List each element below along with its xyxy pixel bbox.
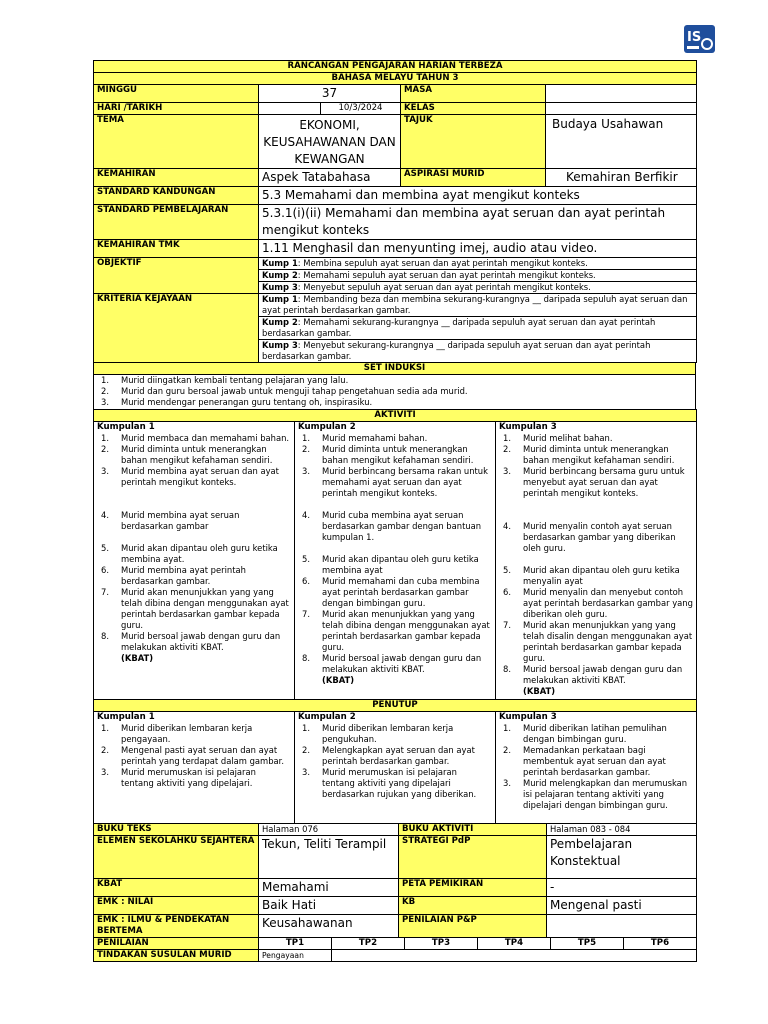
penutup-kumpulan-3: [496, 712, 697, 824]
penutup-kumpulan-1: [94, 712, 295, 824]
aktiviti-item: 8. Murid bersoal jawab dengan guru dan melakukan aktiviti KBAT.: [503, 664, 683, 685]
elemen-value[interactable]: Tekun, Teliti Terampil: [259, 836, 399, 879]
standard-pembelajaran-label: STANDARD PEMBELAJARAN: [94, 205, 259, 240]
kumpulan-heading: Kumpulan 3: [499, 422, 557, 432]
lesson-plan-document: [93, 60, 696, 962]
aktiviti-table: [93, 409, 697, 824]
penutup-item: 2. Melengkapkan ayat seruan dan ayat perintah berdasarkan gambar.: [302, 745, 475, 766]
kemahiran-tmk-value[interactable]: 1.11 Menghasil dan menyunting imej, audio atau video.: [259, 240, 697, 258]
aktiviti-item: 3. Murid berbincang bersama guru untuk menyebut ayat seruan dan ayat perintah mengikut konteks.: [503, 466, 685, 498]
kriteria-item[interactable]: Kump 1: Membanding beza dan membina sekurang-kurangnya __ daripada sepuluh ayat seruan dan ayat perintah berdasarkan gambar.: [259, 294, 697, 317]
tema-label: TEMA: [94, 115, 259, 169]
aktiviti-item: 8. Murid bersoal jawab dengan guru dan melakukan aktiviti KBAT.: [302, 653, 482, 674]
hari-value[interactable]: [259, 103, 321, 115]
buku-aktiviti-value[interactable]: Halaman 083 - 084: [547, 824, 697, 836]
strategi-value[interactable]: Pembelajaran Konstektual: [547, 836, 697, 879]
penutup-item: 1. Murid diberikan lembaran kerja pengayaan.: [101, 723, 253, 744]
tp2-cell[interactable]: TP2: [332, 938, 405, 950]
kbat-marker: (KBAT): [523, 686, 556, 696]
penutup-item: 3. Murid merumuskan isi pelajaran tentang aktiviti yang dipelajari.: [101, 767, 256, 788]
penutup-item: 2. Memadankan perkataan bagi membentuk ayat seruan dan ayat perintah berdasarkan gambar.: [503, 745, 666, 777]
aktiviti-item: 5. Murid akan dipantau oleh guru ketika membina ayat: [302, 554, 479, 575]
aktiviti-item: 7. Murid akan menunjukkan yang yang telah dibina dengan menggunakan ayat perintah berdasarkan gambar kepada guru.: [101, 587, 289, 630]
aktiviti-item: 4. Murid membina ayat seruan berdasarkan gambar: [101, 510, 240, 531]
aktiviti-item: 2. Murid diminta untuk menerangkan bahan mengikut kefahaman sendiri.: [503, 444, 675, 465]
penilaian-pp-label: PENILAIAN P&P: [399, 915, 547, 938]
aktiviti-item: 6. Murid menyalin dan menyebut contoh ayat perintah berdasarkan gambar yang diberikan oleh guru.: [503, 587, 693, 619]
aktiviti-item: 7. Murid akan menunjukkan yang yang telah dibina dengan menggunakan ayat perintah berdasarkan gambar kepada guru.: [302, 609, 490, 652]
school-logo-icon: [683, 22, 716, 55]
penutup-item: 1. Murid diberikan latihan pemulihan dengan bimbingan guru.: [503, 723, 667, 744]
kemahiran-value[interactable]: Aspek Tatabahasa: [259, 169, 401, 187]
strategi-label: STRATEGI PdP: [399, 836, 547, 879]
aktiviti-item: 1. Murid membaca dan memahami bahan.: [101, 433, 290, 443]
aktiviti-item: 8. Murid bersoal jawab dengan guru dan melakukan aktiviti KBAT.: [101, 631, 281, 652]
objektif-item[interactable]: Kump 2: Memahami sepuluh ayat seruan dan ayat perintah mengikut konteks.: [259, 270, 697, 282]
masa-label: MASA: [401, 85, 546, 103]
aktiviti-item: 5. Murid akan dipantau oleh guru ketika membina ayat.: [101, 543, 278, 564]
objektif-item[interactable]: Kump 3: Menyebut sepuluh ayat seruan dan ayat perintah mengikut konteks.: [259, 282, 697, 294]
set-induksi-table: [93, 362, 696, 410]
minggu-value[interactable]: 37: [259, 85, 401, 103]
aspirasi-value[interactable]: Kemahiran Berfikir: [546, 169, 697, 187]
aktiviti-item: 3. Murid membina ayat seruan dan ayat perintah mengikut konteks.: [101, 466, 279, 487]
kemahiran-label: KEMAHIRAN: [94, 169, 259, 187]
penilaian-table: [93, 937, 697, 962]
emk-ilmu-label: EMK : ILMU & PENDEKATAN BERTEMA: [94, 915, 259, 938]
standard-pembelajaran-value[interactable]: 5.3.1(i)(ii) Memahami dan membina ayat seruan dan ayat perintah mengikut konteks: [259, 205, 697, 240]
minggu-label: MINGGU: [94, 85, 259, 103]
tindakan-susulan-value[interactable]: Pengayaan: [259, 950, 332, 962]
footer-table: [93, 823, 697, 938]
aktiviti-kumpulan-1: [94, 422, 295, 700]
penutup-item: 1. Murid diberikan lembaran kerja pengukuhan.: [302, 723, 454, 744]
penutup-item: 2. Mengenal pasti ayat seruan dan ayat perintah yang terdapat dalam gambar.: [101, 745, 285, 766]
aktiviti-kumpulan-3: [496, 422, 697, 700]
aktiviti-item: 2. Murid diminta untuk menerangkan bahan mengikut kefahaman sendiri.: [302, 444, 474, 465]
kumpulan-heading: Kumpulan 3: [499, 712, 557, 722]
kelas-label: KELAS: [401, 103, 546, 115]
tajuk-value[interactable]: Budaya Usahawan: [546, 115, 697, 169]
tp3-cell[interactable]: TP3: [405, 938, 478, 950]
masa-value[interactable]: [546, 85, 697, 103]
tajuk-label: TAJUK: [401, 115, 546, 169]
peta-pemikiran-label: PETA PEMIKIRAN: [399, 879, 547, 897]
kelas-value[interactable]: [546, 103, 697, 115]
aktiviti-title: AKTIVITI: [94, 410, 697, 422]
kumpulan-heading: Kumpulan 2: [298, 422, 356, 432]
penilaian-label: PENILAIAN: [94, 938, 259, 950]
elemen-label: ELEMEN SEKOLAHKU SEJAHTERA: [94, 836, 259, 879]
kriteria-item[interactable]: Kump 3: Menyebut sekurang-kurangnya __ daripada sepuluh ayat seruan dan ayat perintah berdasarkan gambar.: [259, 340, 697, 363]
kumpulan-heading: Kumpulan 1: [97, 712, 155, 722]
buku-teks-value[interactable]: Halaman 076: [259, 824, 399, 836]
buku-aktiviti-label: BUKU AKTIVITI: [399, 824, 547, 836]
objektif-item[interactable]: Kump 1: Membina sepuluh ayat seruan dan ayat perintah mengikut konteks.: [259, 258, 697, 270]
tp5-cell[interactable]: TP5: [551, 938, 624, 950]
kbat-label: KBAT: [94, 879, 259, 897]
aktiviti-item: 4. Murid cuba membina ayat seruan berdasarkan gambar dengan bantuan kumpulan 1.: [302, 510, 482, 542]
aktiviti-item: 2. Murid diminta untuk menerangkan bahan mengikut kefahaman sendiri.: [101, 444, 273, 465]
tp6-cell[interactable]: TP6: [624, 938, 697, 950]
emk-ilmu-value[interactable]: Keusahawanan: [259, 915, 399, 938]
tp1-cell[interactable]: TP1: [259, 938, 332, 950]
objektif-label: OBJEKTIF: [94, 258, 259, 294]
kumpulan-heading: Kumpulan 2: [298, 712, 356, 722]
aktiviti-item: 5. Murid akan dipantau oleh guru ketika menyalin ayat: [503, 565, 680, 586]
svg-text:IS: IS: [687, 30, 702, 45]
kb-label: KB: [399, 897, 547, 915]
kemahiran-tmk-label: KEMAHIRAN TMK: [94, 240, 259, 258]
lesson-plan-table: [93, 60, 697, 363]
kumpulan-heading: Kumpulan 1: [97, 422, 155, 432]
kbat-marker: (KBAT): [121, 653, 154, 663]
peta-pemikiran-value[interactable]: -: [547, 879, 697, 897]
aktiviti-item: 1. Murid memahami bahan.: [302, 433, 428, 443]
kbat-marker: (KBAT): [322, 675, 355, 685]
document-title: RANCANGAN PENGAJARAN HARIAN TERBEZA: [94, 61, 697, 73]
set-induksi-title: SET INDUKSI: [94, 363, 696, 375]
standard-kandungan-value[interactable]: 5.3 Memahami dan membina ayat mengikut konteks: [259, 187, 697, 205]
tarikh-value[interactable]: 10/3/2024: [321, 103, 401, 115]
kriteria-label: KRITERIA KEJAYAAN: [94, 294, 259, 363]
penutup-item: 3. Murid merumuskan isi pelajaran tentang aktiviti yang dipelajari berdasarkan rujukan yang diberikan.: [302, 767, 477, 799]
aktiviti-item: 3. Murid berbincang bersama rakan untuk memahami ayat seruan dan ayat perintah mengikut konteks.: [302, 466, 488, 498]
penutup-kumpulan-2: [295, 712, 496, 824]
penutup-item: 3. Murid melengkapkan dan merumuskan isi pelajaran tentang aktiviti yang dipelajari dengan bimbingan guru.: [503, 778, 688, 810]
aspirasi-label: ASPIRASI MURID: [401, 169, 546, 187]
penutup-title: PENUTUP: [94, 700, 697, 712]
aktiviti-kumpulan-2: [295, 422, 496, 700]
standard-kandungan-label: STANDARD KANDUNGAN: [94, 187, 259, 205]
buku-teks-label: BUKU TEKS: [94, 824, 259, 836]
aktiviti-item: 4. Murid menyalin contoh ayat seruan berdasarkan gambar yang diberikan oleh guru.: [503, 521, 676, 553]
document-subject: BAHASA MELAYU TAHUN 3: [94, 73, 697, 85]
hari-label: HARI /TARIKH: [94, 103, 259, 115]
set-induksi-item: 2. Murid dan guru bersoal jawab untuk menguji tahap pengetahuan sedia ada murid.: [101, 386, 468, 396]
set-induksi-item: 1. Murid diingatkan kembali tentang pelajaran yang lalu.: [101, 375, 349, 385]
kb-value[interactable]: Mengenal pasti: [547, 897, 697, 915]
set-induksi-item: 3. Murid mendengar penerangan guru tentang oh, inspirasiku.: [101, 397, 373, 407]
aktiviti-item: 6. Murid memahami dan cuba membina ayat perintah berdasarkan gambar dengan bimbingan guru.: [302, 576, 480, 608]
aktiviti-item: 7. Murid akan menunjukkan yang yang telah disalin dengan menggunakan ayat perintah berdasarkan gambar kepada guru.: [503, 620, 693, 663]
aktiviti-item: 6. Murid membina ayat perintah berdasarkan gambar.: [101, 565, 246, 586]
tindakan-susulan-label: TINDAKAN SUSULAN MURID: [94, 950, 259, 962]
penilaian-pp-value[interactable]: [547, 915, 697, 938]
set-induksi-body: [94, 375, 696, 410]
tema-value[interactable]: EKONOMI, KEUSAHAWANAN DAN KEWANGAN: [259, 115, 401, 169]
kbat-value[interactable]: Memahami: [259, 879, 399, 897]
emk-nilai-label: EMK : NILAI: [94, 897, 259, 915]
aktiviti-item: 1. Murid melihat bahan.: [503, 433, 613, 443]
emk-nilai-value[interactable]: Baik Hati: [259, 897, 399, 915]
kriteria-item[interactable]: Kump 2: Memahami sekurang-kurangnya __ daripada sepuluh ayat seruan dan ayat perintah berdasarkan gambar.: [259, 317, 697, 340]
tindakan-susulan-empty[interactable]: [332, 950, 697, 962]
tp4-cell[interactable]: TP4: [478, 938, 551, 950]
